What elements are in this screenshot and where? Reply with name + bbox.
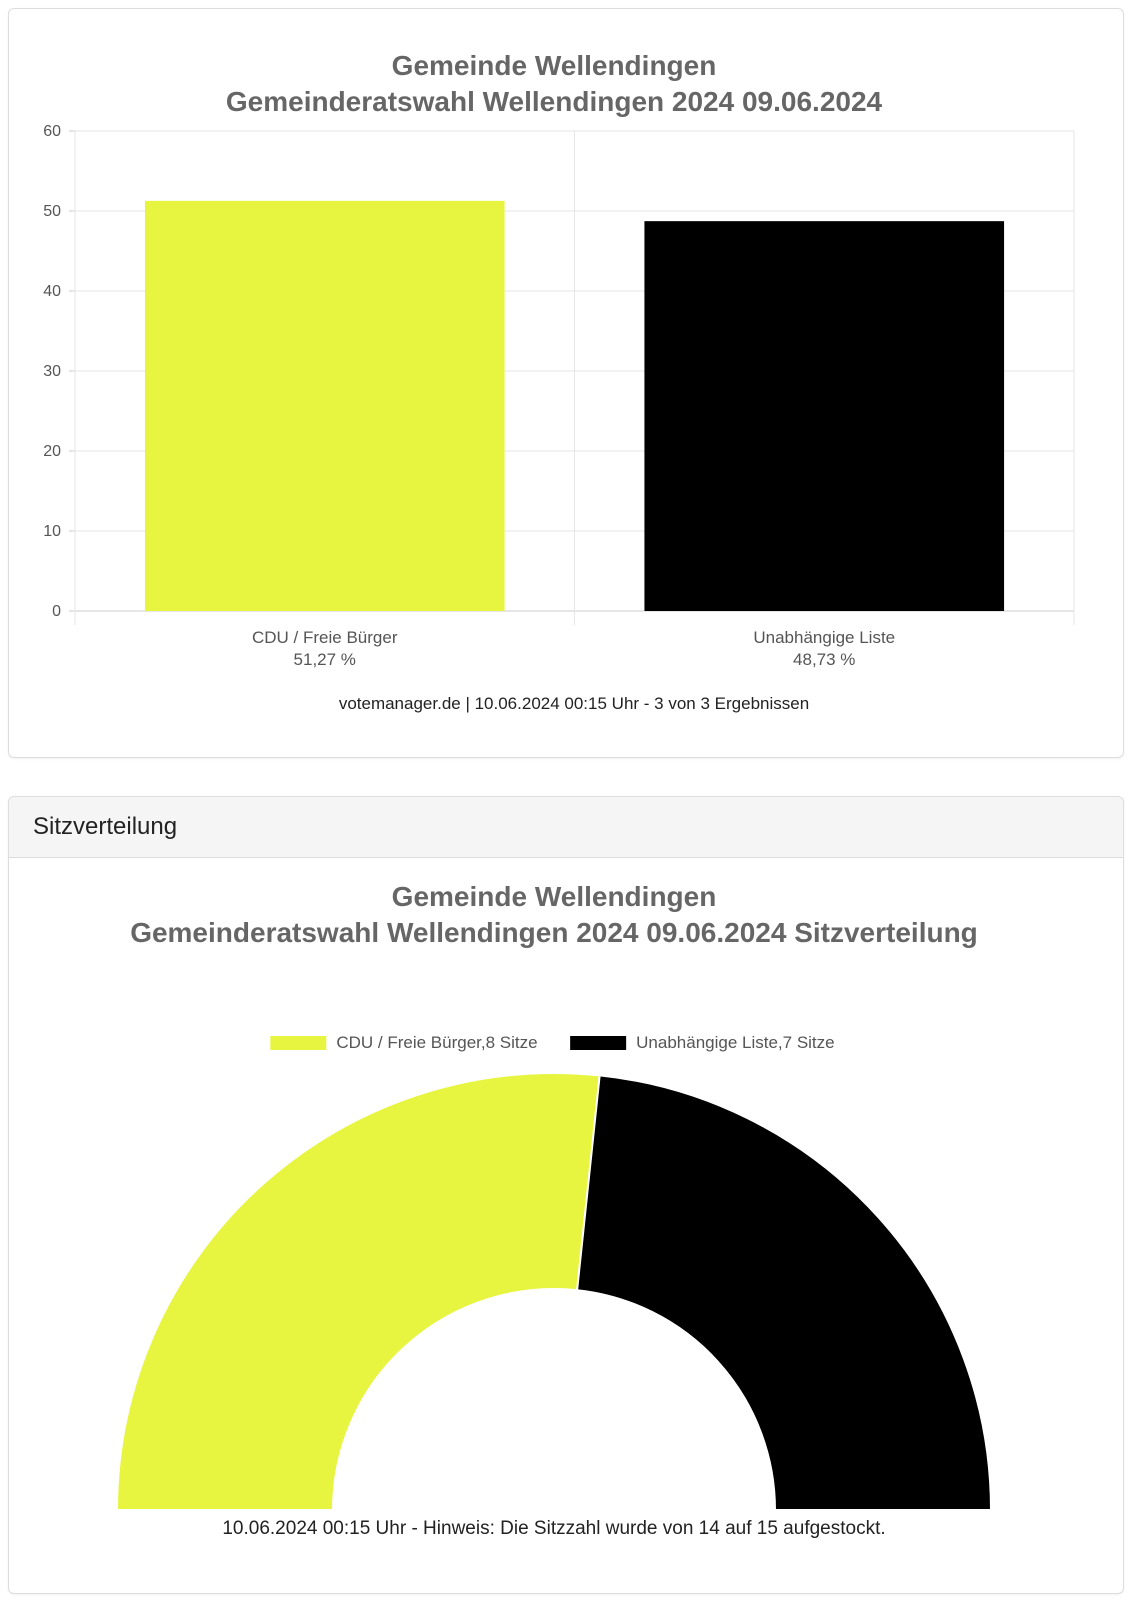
legend-swatch-2[interactable] bbox=[570, 1036, 626, 1050]
bar-2[interactable] bbox=[644, 221, 1004, 611]
seat-chart-legend bbox=[270, 1033, 834, 1052]
seat-chart-note: 10.06.2024 00:15 Uhr - Hinweis: Die Sitzzahl wurde von 14 auf 15 aufgestockt. bbox=[222, 1518, 886, 1539]
bar-chart-title-line2: Gemeinderatswahl Wellendingen 2024 09.06.2024 bbox=[225, 86, 883, 117]
bar-chart-y-axis bbox=[43, 123, 61, 620]
vote-share-panel bbox=[8, 8, 1124, 758]
legend-swatch-1[interactable] bbox=[270, 1036, 326, 1050]
seat-chart-title-line2: Gemeinderatswahl Wellendingen 2024 09.06.2024 Sitzverteilung bbox=[130, 917, 978, 948]
bar-1[interactable] bbox=[145, 201, 505, 611]
y-tick-label: 50 bbox=[43, 203, 61, 220]
x-category-label: Unabhängige Liste bbox=[753, 628, 896, 647]
y-tick-label: 0 bbox=[52, 603, 61, 620]
y-tick-label: 40 bbox=[43, 283, 61, 300]
seat-arc-2[interactable] bbox=[577, 1075, 991, 1510]
legend-label-2[interactable]: Unabhängige Liste,7 Sitze bbox=[636, 1033, 835, 1052]
x-category-label: CDU / Freie Bürger bbox=[252, 628, 398, 647]
bar-chart-x-axis bbox=[252, 628, 895, 669]
bar-chart-source-footer: votemanager.de | 10.06.2024 00:15 Uhr - 3 von 3 Ergebnissen bbox=[338, 694, 810, 713]
seat-chart-title-line1: Gemeinde Wellendingen bbox=[391, 881, 717, 912]
y-tick-label: 10 bbox=[43, 523, 61, 540]
seat-distribution-chart bbox=[9, 858, 1123, 1594]
seat-arc-1[interactable] bbox=[117, 1073, 600, 1510]
y-tick-label: 30 bbox=[43, 363, 61, 380]
y-tick-label: 60 bbox=[43, 123, 61, 140]
legend-label-1[interactable]: CDU / Freie Bürger,8 Sitze bbox=[336, 1033, 538, 1052]
x-value-label: 51,27 % bbox=[293, 650, 356, 669]
seat-distribution-panel bbox=[8, 796, 1124, 1594]
seat-chart-arcs bbox=[117, 1073, 991, 1510]
x-value-label: 48,73 % bbox=[793, 650, 856, 669]
bar-chart-title-line1: Gemeinde Wellendingen bbox=[391, 50, 717, 81]
seat-panel-heading: Sitzverteilung bbox=[9, 797, 1123, 858]
vote-share-bar-chart bbox=[9, 9, 1123, 757]
y-tick-label: 20 bbox=[43, 443, 61, 460]
